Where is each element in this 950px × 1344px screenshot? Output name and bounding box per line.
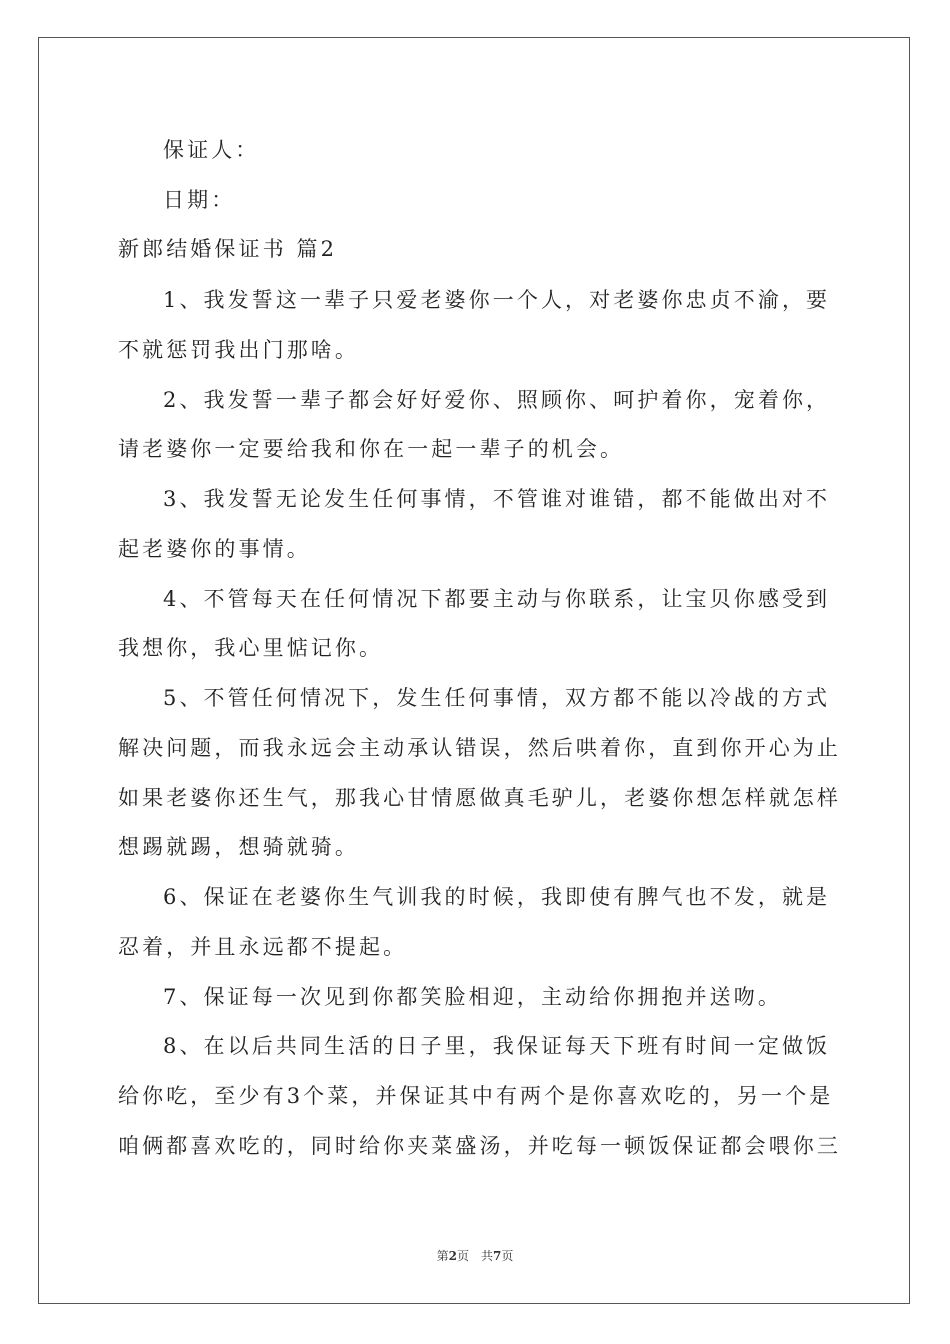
page-footer	[0, 1247, 950, 1264]
paragraph-6-line-1: 6、保证在老婆你生气训我的时候，我即使有脾气也不发，就是	[163, 885, 831, 909]
paragraph-4-line-1: 4、不管每天在任何情况下都要主动与你联系，让宝贝你感受到	[163, 587, 831, 611]
paragraph-5-line-4: 想踢就踢，想骑就骑。	[118, 835, 359, 859]
page-prefix: 第	[436, 1249, 449, 1263]
paragraph-2-line-1: 2、我发誓一辈子都会好好爱你、照顾你、呵护着你，宠着你，	[163, 388, 831, 412]
paragraph-4-line-2: 我想你，我心里惦记你。	[118, 636, 384, 660]
paragraph-3-line-2: 起老婆你的事情。	[118, 537, 311, 561]
page-current: 2	[448, 1249, 457, 1263]
paragraph-5-line-3: 如果老婆你还生气，那我心甘情愿做真毛驴儿，老婆你想怎样就怎样	[118, 786, 841, 810]
section-title: 新郎结婚保证书 篇2	[118, 237, 338, 261]
page-total: 7	[493, 1249, 502, 1263]
paragraph-1-line-2: 不就惩罚我出门那啥。	[118, 338, 359, 362]
paragraph-6-line-2: 忍着，并且永远都不提起。	[118, 935, 408, 959]
page-mid: 页 共	[456, 1249, 493, 1263]
paragraph-1-line-1: 1、我发誓这一辈子只爱老婆你一个人，对老婆你忠贞不渝，要	[163, 288, 831, 312]
paragraph-3-line-1: 3、我发誓无论发生任何事情，不管谁对谁错，都不能做出对不	[163, 487, 831, 511]
paragraph-7-line-1: 7、保证每一次见到你都笑脸相迎，主动给你拥抱并送吻。	[163, 985, 782, 1009]
paragraph-2-line-2: 请老婆你一定要给我和你在一起一辈子的机会。	[118, 437, 625, 461]
page-border	[38, 37, 910, 1304]
paragraph-8-line-2: 给你吃，至少有3个菜，并保证其中有两个是你喜欢吃的，另一个是	[118, 1084, 834, 1108]
paragraph-8-line-1: 8、在以后共同生活的日子里，我保证每天下班有时间一定做饭	[163, 1034, 831, 1058]
paragraph-5-line-2: 解决问题，而我永远会主动承认错误，然后哄着你，直到你开心为止	[118, 736, 841, 760]
page-suffix: 页	[501, 1249, 514, 1263]
paragraph-8-line-3: 咱俩都喜欢吃的，同时给你夹菜盛汤，并吃每一顿饭保证都会喂你三	[118, 1134, 841, 1158]
paragraph-5-line-1: 5、不管任何情况下，发生任何事情，双方都不能以冷战的方式	[163, 686, 831, 710]
guarantor-label: 保证人：	[163, 138, 260, 162]
date-label: 日期：	[163, 188, 236, 212]
